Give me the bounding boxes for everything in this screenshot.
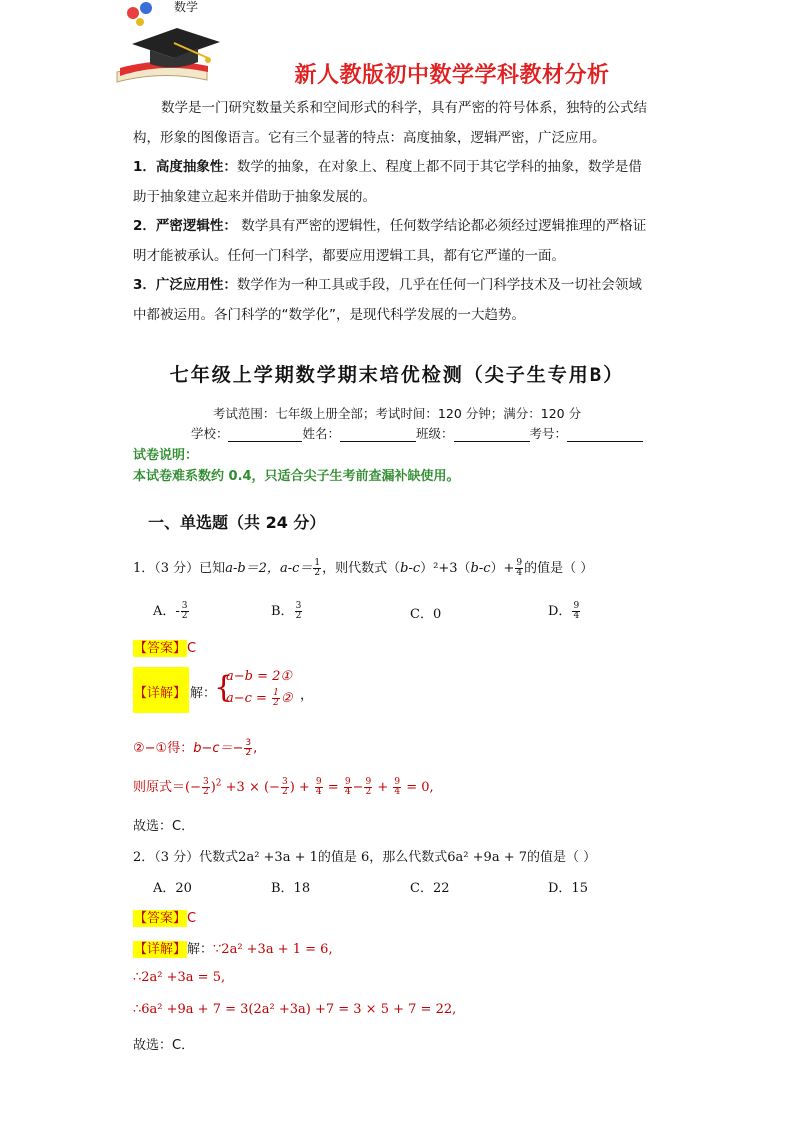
q1-eq2-frac: $\frac{1}{2}$ xyxy=(273,688,279,708)
q2-answer-value: C xyxy=(187,911,197,926)
q2-option-a[interactable]: A．20 xyxy=(153,881,192,896)
intro-line-1: 数学是一门研究数量关系和空间形式的科学，具有严密的符号体系，独特的公式结 xyxy=(161,100,647,116)
q2-line3: ∴6a² +9a + 7 = 3(2a² +3a) +7 = 3 × 5 + 7 = 22, xyxy=(133,1002,457,1017)
q1-option-a-frac: $\frac{3}{2}$ xyxy=(181,601,188,621)
q1-option-d-label: D． xyxy=(548,604,572,619)
feature-2-text: 数学具有严密的逻辑性，任何数学结论都必须经过逻辑推理的严格证 xyxy=(236,218,647,234)
q1-frac-half: $\frac{1}{2}$ xyxy=(314,558,321,578)
feature-3-text: 数学作为一种工具或手段，几乎在任何一门科学技术及一切社会领域 xyxy=(236,277,642,293)
q2-option-b[interactable]: B．18 xyxy=(271,881,311,896)
q1-detail-tag: 【详解】 xyxy=(134,686,187,701)
feature-1-text: 数学的抽象，在对象上、程度上都不同于其它学科的抽象，数学是借 xyxy=(236,159,642,175)
q1-option-d-frac: $\frac{9}{4}$ xyxy=(573,601,580,621)
logo-word: 数学 xyxy=(174,0,199,14)
feature-2-label: 2．严密逻辑性： xyxy=(133,218,237,234)
q1-answer-tag: 【答案】 xyxy=(134,641,187,656)
banner-title: 新人教版初中数学学科教材分析 xyxy=(294,63,610,88)
q2-conclusion: 故选：C． xyxy=(133,1038,195,1053)
intro-line-2: 构，形象的图像语言。它有三个显著的特点：高度抽象，逻辑严密，广泛应用。 xyxy=(133,129,606,146)
q1-conclusion: 故选：C． xyxy=(133,819,195,834)
q1-tail: 的值是（ ） xyxy=(524,561,594,576)
q1-system-comma: ， xyxy=(300,688,314,703)
feature-1-label: 1．高度抽象性： xyxy=(133,159,237,175)
q1-step2-frac3: $\frac{9}{4}$ xyxy=(315,777,322,797)
q1-bc2: b-c xyxy=(470,561,491,576)
name-blank[interactable] xyxy=(340,428,416,442)
feature-3-cont: 中都被运用。各门科学的“数学化”，是现代科学发展的一大趋势。 xyxy=(133,306,525,323)
feature-2-cont: 明才能被承认。任何一门科学，都要应用逻辑工具，都有它严谨的一面。 xyxy=(133,247,565,264)
section-title: 一、单选题（共 24 分） xyxy=(148,513,326,532)
q1-step2-frac5: $\frac{9}{2}$ xyxy=(365,777,372,797)
exam-title: 七年级上学期数学期末培优检测（尖子生专用B） xyxy=(169,364,625,386)
class-label: 班级： xyxy=(416,426,454,441)
note-text: 本试卷难系数约 0.4，只适合尖子生考前查漏补缺使用。 xyxy=(133,469,460,484)
q2-detail xyxy=(133,938,333,957)
q2-line2: ∴2a² +3a = 5, xyxy=(133,970,226,985)
feature-1-cont: 助于抽象建立起来并借助于抽象发展的。 xyxy=(133,188,376,205)
q1-system-brace: { xyxy=(214,670,234,705)
feature-2 xyxy=(133,212,663,242)
q1-option-a-label: A．- xyxy=(153,604,180,619)
q2-answer xyxy=(133,907,196,926)
q1-step2-b: = 0, xyxy=(402,780,434,795)
q1-option-b[interactable] xyxy=(271,600,303,621)
q1-step1-frac: $\frac{3}{2}$ xyxy=(245,738,252,758)
feature-3-label: 3．广泛应用性： xyxy=(133,277,237,293)
q2-detail-intro: 解： xyxy=(187,942,214,957)
id-label: 考号： xyxy=(529,426,568,441)
q1-option-d[interactable] xyxy=(548,600,581,621)
q1-step1-a: ②−①得： xyxy=(133,741,194,756)
feature-1 xyxy=(133,153,663,183)
q1-eq1: a−b = 2① xyxy=(226,669,293,684)
student-fields xyxy=(0,424,794,442)
q1-prefix: 1．（3 分）已知 xyxy=(133,561,226,576)
note-label: 试卷说明： xyxy=(133,448,199,463)
q1-end: ）+ xyxy=(490,561,515,576)
q1-option-b-label: B． xyxy=(271,604,294,619)
q1-step2-frac2: $\frac{3}{2}$ xyxy=(281,777,288,797)
name-label: 姓名： xyxy=(302,426,340,441)
q1-step2-frac1: $\frac{3}{2}$ xyxy=(202,777,209,797)
q1-option-a[interactable] xyxy=(153,600,190,621)
q1-step1: ②−①得：b−c＝− $\frac{3}{2}$ , xyxy=(133,738,258,758)
q1-mid2: ）²+3（ xyxy=(420,561,471,576)
q1-frac-9-4: $\frac{9}{4}$ xyxy=(516,558,523,578)
q1-ac: a-c＝ xyxy=(279,561,313,576)
q1-option-b-frac: $\frac{3}{2}$ xyxy=(295,601,302,621)
q1-detail-intro: 解： xyxy=(190,686,217,701)
exam-info: 考试范围：七年级上册全部；考试时间：120 分钟；满分：120 分 xyxy=(212,406,582,421)
q2-option-d[interactable]: D．15 xyxy=(548,881,588,896)
q1-answer xyxy=(133,637,196,656)
q1-ab: a-b＝2， xyxy=(225,561,280,576)
school-label: 学校： xyxy=(190,426,229,441)
feature-3 xyxy=(133,271,663,301)
q1-step2-frac4: $\frac{9}{4}$ xyxy=(344,777,351,797)
q2-answer-tag: 【答案】 xyxy=(134,911,187,926)
q1-option-c[interactable]: C．0 xyxy=(410,607,442,622)
q1-answer-value: C xyxy=(187,641,197,656)
school-blank[interactable] xyxy=(228,428,302,442)
q1-step2-frac6: $\frac{9}{4}$ xyxy=(394,777,401,797)
id-blank[interactable] xyxy=(567,428,643,442)
q2-option-c[interactable]: C．22 xyxy=(410,881,450,896)
q1-eq2 xyxy=(226,689,292,708)
question-2-stem: 2．（3 分）代数式2a² +3a + 1的值是 6，那么代数式6a² +9a + 7的值是（ ） xyxy=(133,850,597,865)
q1-mid: ，则代数式（ xyxy=(322,561,401,576)
intro-paragraph xyxy=(133,94,663,330)
class-blank[interactable] xyxy=(454,428,530,442)
q1-eq2-text: a−c = xyxy=(226,691,272,706)
q1-eq2-end: ② xyxy=(280,691,293,706)
q1-step2: 则原式＝(− $\frac{3}{2}$ )$^2$ +3 × (− $\frac{3}{2}$ ) + $\frac{9}{4}$ = $\frac{9}{4}$ − $\frac{9}{2}$ + $\frac{9}{4}$ = 0, xyxy=(133,777,434,797)
question-1-stem xyxy=(133,557,593,578)
q1-step1-b: b−c＝− xyxy=(193,741,244,756)
q2-detail-tag: 【详解】 xyxy=(134,942,187,957)
q1-bc: b-c xyxy=(400,561,421,576)
q2-line1: ∵2a² +3a + 1 = 6, xyxy=(213,942,333,957)
q1-step2-a: 则原式＝ xyxy=(133,780,186,795)
